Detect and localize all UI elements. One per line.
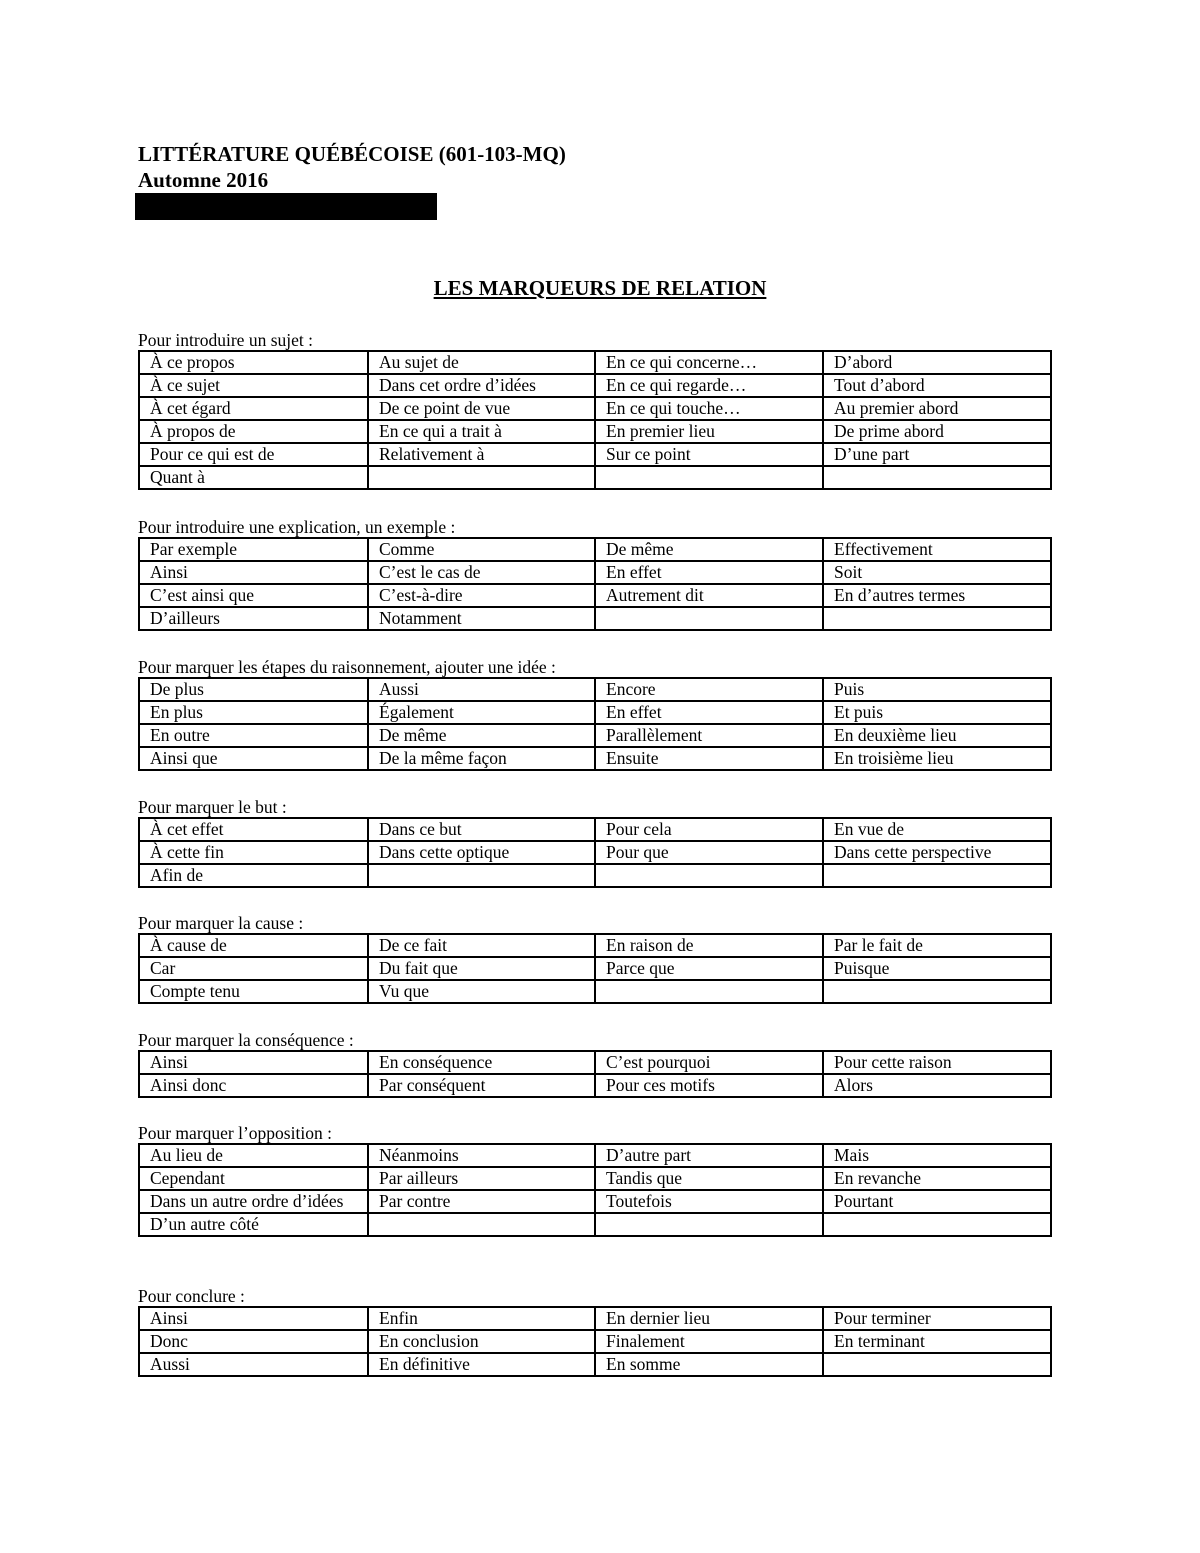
marker-table <box>138 537 1052 631</box>
table-cell: En revanche <box>823 1167 1051 1190</box>
table-cell: En premier lieu <box>595 420 823 443</box>
table-row <box>139 724 1051 747</box>
table-cell: Puis <box>823 678 1051 701</box>
table-cell: En raison de <box>595 934 823 957</box>
marker-table <box>138 933 1052 1004</box>
table-row <box>139 818 1051 841</box>
table-cell: Finalement <box>595 1330 823 1353</box>
table-row <box>139 607 1051 630</box>
table-cell: Quant à <box>139 466 368 489</box>
table-cell: En terminant <box>823 1330 1051 1353</box>
table-row <box>139 397 1051 420</box>
table-cell: D’un autre côté <box>139 1213 368 1236</box>
table-cell: À cause de <box>139 934 368 957</box>
table-cell: Aussi <box>368 678 595 701</box>
table-cell: Dans cette perspective <box>823 841 1051 864</box>
section-caption: Pour marquer le but : <box>138 797 287 817</box>
table-cell: En somme <box>595 1353 823 1376</box>
table-row <box>139 841 1051 864</box>
table-row <box>139 934 1051 957</box>
section-caption: Pour marquer l’opposition : <box>138 1123 332 1143</box>
table-cell: Pour terminer <box>823 1307 1051 1330</box>
page-title: LES MARQUEURS DE RELATION <box>433 276 767 300</box>
table-cell <box>823 1353 1051 1376</box>
table-row <box>139 864 1051 887</box>
table-cell: En conséquence <box>368 1051 595 1074</box>
table-cell: Dans un autre ordre d’idées <box>139 1190 368 1213</box>
section-8 <box>138 1286 1050 1377</box>
table-cell: D’abord <box>823 351 1051 374</box>
table-cell: Ainsi <box>139 1307 368 1330</box>
table-cell: Vu que <box>368 980 595 1003</box>
table-cell: Au premier abord <box>823 397 1051 420</box>
course-title: LITTÉRATURE QUÉBÉCOISE (601-103-MQ) <box>138 142 566 166</box>
table-cell: Dans cet ordre d’idées <box>368 374 595 397</box>
table-row <box>139 420 1051 443</box>
table-cell: Néanmoins <box>368 1144 595 1167</box>
table-cell: Alors <box>823 1074 1051 1097</box>
table-row <box>139 584 1051 607</box>
table-cell: De plus <box>139 678 368 701</box>
section-3 <box>138 657 1050 771</box>
table-cell: De ce fait <box>368 934 595 957</box>
redaction-bar <box>135 193 437 220</box>
table-cell: Sur ce point <box>595 443 823 466</box>
table-row <box>139 1307 1051 1330</box>
table-cell: Pour cette raison <box>823 1051 1051 1074</box>
table-cell: Autrement dit <box>595 584 823 607</box>
table-cell: Parce que <box>595 957 823 980</box>
table-cell: Relativement à <box>368 443 595 466</box>
section-1 <box>138 330 1050 490</box>
table-row <box>139 678 1051 701</box>
table-cell: En ce qui concerne… <box>595 351 823 374</box>
table-cell: De prime abord <box>823 420 1051 443</box>
table-cell <box>368 864 595 887</box>
table-cell: Car <box>139 957 368 980</box>
section-caption: Pour marquer les étapes du raisonnement, ajouter une idée : <box>138 657 556 677</box>
table-row <box>139 1213 1051 1236</box>
table-cell: De la même façon <box>368 747 595 770</box>
section-caption: Pour conclure : <box>138 1286 245 1306</box>
table-cell: En ce qui a trait à <box>368 420 595 443</box>
term: Automne 2016 <box>138 168 269 192</box>
table-row <box>139 1353 1051 1376</box>
table-cell: En d’autres termes <box>823 584 1051 607</box>
section-4 <box>138 797 1050 888</box>
table-cell: Par contre <box>368 1190 595 1213</box>
table-cell: Enfin <box>368 1307 595 1330</box>
table-row <box>139 1167 1051 1190</box>
table-cell: En deuxième lieu <box>823 724 1051 747</box>
table-cell: Encore <box>595 678 823 701</box>
table-row <box>139 374 1051 397</box>
table-cell: Soit <box>823 561 1051 584</box>
table-row <box>139 1330 1051 1353</box>
table-row <box>139 538 1051 561</box>
marker-table <box>138 817 1052 888</box>
table-cell: Également <box>368 701 595 724</box>
table-cell: Ensuite <box>595 747 823 770</box>
marker-table <box>138 677 1052 771</box>
table-cell <box>595 980 823 1003</box>
table-cell: En outre <box>139 724 368 747</box>
section-6 <box>138 1030 1050 1098</box>
table-row <box>139 980 1051 1003</box>
table-cell: Toutefois <box>595 1190 823 1213</box>
table-cell: Pour cela <box>595 818 823 841</box>
table-cell: Tandis que <box>595 1167 823 1190</box>
table-cell: Tout d’abord <box>823 374 1051 397</box>
table-cell <box>595 466 823 489</box>
table-row <box>139 466 1051 489</box>
table-row <box>139 1051 1051 1074</box>
table-cell: Dans cette optique <box>368 841 595 864</box>
table-cell: À ce propos <box>139 351 368 374</box>
section-caption: Pour introduire une explication, un exemple : <box>138 517 456 537</box>
section-caption: Pour marquer la cause : <box>138 913 304 933</box>
table-cell: En vue de <box>823 818 1051 841</box>
table-cell: Pour ces motifs <box>595 1074 823 1097</box>
table-cell: Pourtant <box>823 1190 1051 1213</box>
table-cell: D’une part <box>823 443 1051 466</box>
table-cell: Pour que <box>595 841 823 864</box>
table-cell <box>823 1213 1051 1236</box>
table-cell: À cet effet <box>139 818 368 841</box>
table-cell: C’est pourquoi <box>595 1051 823 1074</box>
table-cell: C’est ainsi que <box>139 584 368 607</box>
marker-table <box>138 350 1052 490</box>
table-cell <box>823 864 1051 887</box>
table-cell: Et puis <box>823 701 1051 724</box>
table-cell: Au sujet de <box>368 351 595 374</box>
table-cell: Puisque <box>823 957 1051 980</box>
document-header <box>138 141 566 193</box>
table-cell: D’ailleurs <box>139 607 368 630</box>
table-cell: Comme <box>368 538 595 561</box>
marker-table <box>138 1143 1052 1237</box>
table-cell: En effet <box>595 701 823 724</box>
table-cell: Par ailleurs <box>368 1167 595 1190</box>
table-row <box>139 561 1051 584</box>
table-cell: Mais <box>823 1144 1051 1167</box>
table-cell: En dernier lieu <box>595 1307 823 1330</box>
table-cell: Du fait que <box>368 957 595 980</box>
table-cell: Par exemple <box>139 538 368 561</box>
table-cell: De même <box>368 724 595 747</box>
table-cell <box>823 980 1051 1003</box>
table-row <box>139 351 1051 374</box>
table-cell: Donc <box>139 1330 368 1353</box>
table-cell: En plus <box>139 701 368 724</box>
table-cell: À ce sujet <box>139 374 368 397</box>
table-cell: Ainsi <box>139 1051 368 1074</box>
table-cell <box>823 607 1051 630</box>
table-cell <box>595 1213 823 1236</box>
table-cell: C’est-à-dire <box>368 584 595 607</box>
section-5 <box>138 913 1050 1004</box>
table-cell: En troisième lieu <box>823 747 1051 770</box>
table-cell: Effectivement <box>823 538 1051 561</box>
table-row <box>139 957 1051 980</box>
table-cell: Cependant <box>139 1167 368 1190</box>
section-7 <box>138 1123 1050 1237</box>
table-cell: En conclusion <box>368 1330 595 1353</box>
marker-table <box>138 1306 1052 1377</box>
table-cell: En ce qui touche… <box>595 397 823 420</box>
section-caption: Pour introduire un sujet : <box>138 330 313 350</box>
table-cell: À cette fin <box>139 841 368 864</box>
table-cell: Par conséquent <box>368 1074 595 1097</box>
table-row <box>139 1144 1051 1167</box>
table-cell: Ainsi <box>139 561 368 584</box>
table-row <box>139 747 1051 770</box>
section-caption: Pour marquer la conséquence : <box>138 1030 354 1050</box>
table-cell: De même <box>595 538 823 561</box>
table-row <box>139 701 1051 724</box>
table-cell: Ainsi donc <box>139 1074 368 1097</box>
table-cell: Aussi <box>139 1353 368 1376</box>
table-cell <box>595 607 823 630</box>
table-cell: Au lieu de <box>139 1144 368 1167</box>
table-cell <box>823 466 1051 489</box>
table-cell: Notamment <box>368 607 595 630</box>
table-cell: Parallèlement <box>595 724 823 747</box>
table-cell: Afin de <box>139 864 368 887</box>
table-cell: En effet <box>595 561 823 584</box>
table-cell: En ce qui regarde… <box>595 374 823 397</box>
table-cell: Pour ce qui est de <box>139 443 368 466</box>
table-row <box>139 1190 1051 1213</box>
table-cell: Par le fait de <box>823 934 1051 957</box>
table-row <box>139 1074 1051 1097</box>
table-cell <box>368 1213 595 1236</box>
table-cell: C’est le cas de <box>368 561 595 584</box>
table-cell: De ce point de vue <box>368 397 595 420</box>
table-cell: À propos de <box>139 420 368 443</box>
table-cell <box>595 864 823 887</box>
table-cell: Ainsi que <box>139 747 368 770</box>
table-cell: À cet égard <box>139 397 368 420</box>
table-cell: En définitive <box>368 1353 595 1376</box>
section-2 <box>138 517 1050 631</box>
table-cell: D’autre part <box>595 1144 823 1167</box>
table-cell: Compte tenu <box>139 980 368 1003</box>
table-row <box>139 443 1051 466</box>
marker-table <box>138 1050 1052 1098</box>
table-cell: Dans ce but <box>368 818 595 841</box>
table-cell <box>368 466 595 489</box>
